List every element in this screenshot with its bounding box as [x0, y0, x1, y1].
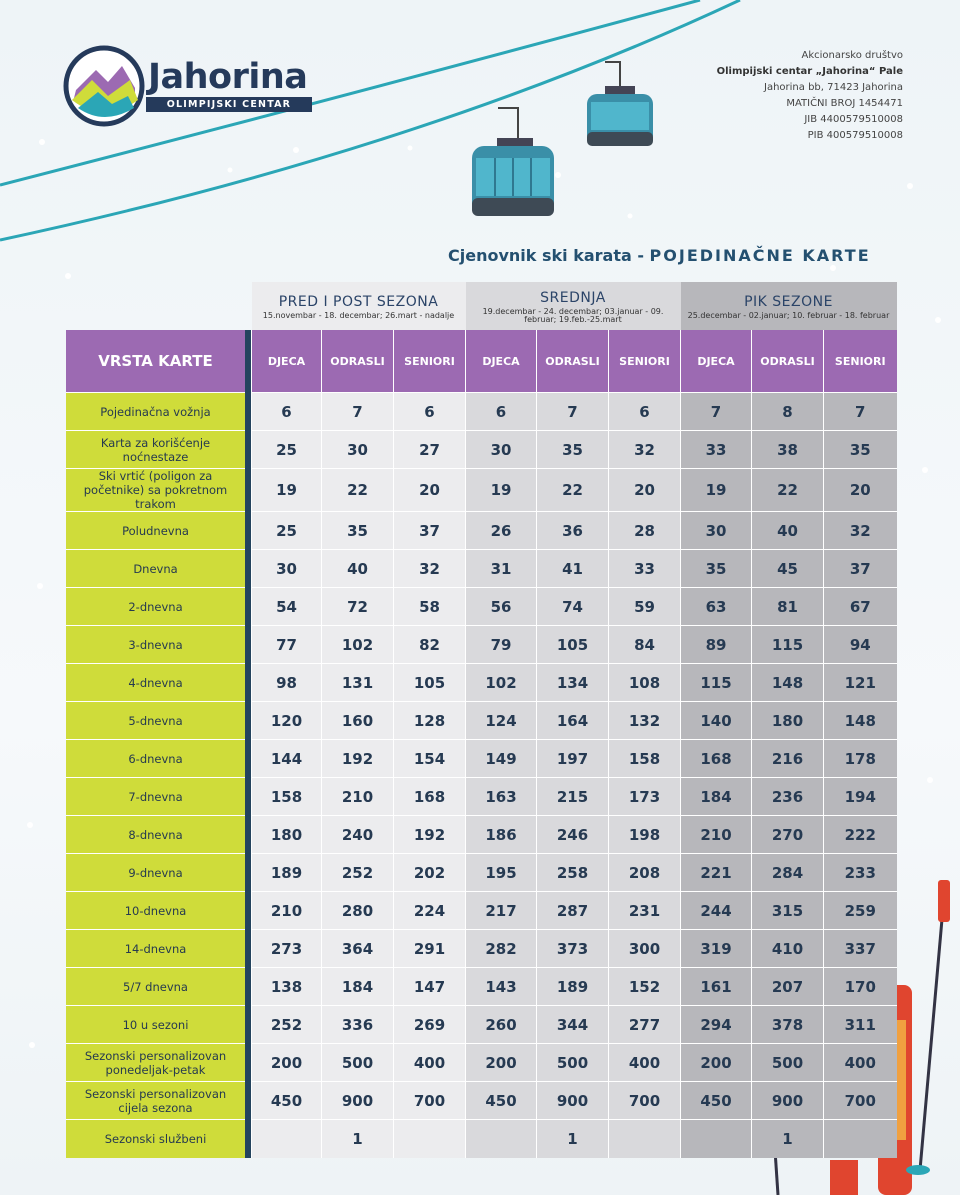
price-cell: 200 [466, 1044, 537, 1082]
price-cell: 147 [394, 968, 466, 1006]
price-cell: 30 [681, 512, 752, 550]
price-cell: 216 [752, 740, 824, 778]
price-cell: 7 [322, 393, 394, 431]
column-header-odrasli: ODRASLI [537, 330, 609, 393]
price-cell: 400 [824, 1044, 897, 1082]
price-cell: 163 [466, 778, 537, 816]
price-cell: 154 [394, 740, 466, 778]
price-cell: 170 [824, 968, 897, 1006]
price-cell: 67 [824, 588, 897, 626]
price-cell: 189 [252, 854, 322, 892]
price-cell: 500 [752, 1044, 824, 1082]
season-dates: 19.decembar - 24. decembar; 03.januar - 09. februar; 19.feb.-25.mart [482, 306, 664, 325]
price-cell: 197 [537, 740, 609, 778]
price-cell: 198 [609, 816, 681, 854]
price-cell: 192 [322, 740, 394, 778]
price-cell: 273 [252, 930, 322, 968]
price-cell: 30 [322, 431, 394, 469]
title-main: Cjenovnik ski karata - [448, 246, 650, 265]
price-cell: 210 [681, 816, 752, 854]
price-cell: 178 [824, 740, 897, 778]
price-cell: 132 [609, 702, 681, 740]
price-cell: 186 [466, 816, 537, 854]
price-cell: 6 [609, 393, 681, 431]
price-cell: 58 [394, 588, 466, 626]
price-cell [824, 1120, 897, 1158]
column-header-seniori: SENIORI [824, 330, 897, 393]
price-cell: 124 [466, 702, 537, 740]
price-cell: 373 [537, 930, 609, 968]
vrsta-karte-header: VRSTA KARTE [66, 330, 245, 393]
price-cell: 224 [394, 892, 466, 930]
price-cell: 210 [252, 892, 322, 930]
price-cell: 143 [466, 968, 537, 1006]
table-row [66, 854, 897, 892]
price-cell: 364 [322, 930, 394, 968]
price-cell: 32 [394, 550, 466, 588]
table-row [66, 626, 897, 664]
price-cell: 144 [252, 740, 322, 778]
price-cell: 25 [252, 431, 322, 469]
price-cell: 98 [252, 664, 322, 702]
column-header-odrasli: ODRASLI [322, 330, 394, 393]
price-cell: 168 [681, 740, 752, 778]
price-cell: 89 [681, 626, 752, 664]
price-cell: 27 [394, 431, 466, 469]
table-row [66, 1044, 897, 1082]
price-cell: 259 [824, 892, 897, 930]
header-spacer [66, 282, 252, 330]
price-cell: 82 [394, 626, 466, 664]
price-cell: 74 [537, 588, 609, 626]
gondola-small-icon [587, 62, 653, 146]
price-cell: 158 [609, 740, 681, 778]
company-info [717, 48, 903, 144]
price-cell: 161 [681, 968, 752, 1006]
price-cell: 1 [752, 1120, 824, 1158]
price-cell: 35 [824, 431, 897, 469]
price-cell: 102 [322, 626, 394, 664]
price-cell: 35 [537, 431, 609, 469]
price-cell: 231 [609, 892, 681, 930]
price-cell: 311 [824, 1006, 897, 1044]
price-cell: 84 [609, 626, 681, 664]
column-header-seniori: SENIORI [394, 330, 466, 393]
price-cell: 35 [681, 550, 752, 588]
price-cell: 19 [466, 469, 537, 512]
price-cell: 900 [752, 1082, 824, 1120]
table-row [66, 1006, 897, 1044]
price-cell: 134 [537, 664, 609, 702]
price-cell: 22 [537, 469, 609, 512]
column-header-seniori: SENIORI [609, 330, 681, 393]
season-dates: 15.novembar - 18. decembar; 26.mart - nadalje [262, 311, 455, 321]
price-cell: 45 [752, 550, 824, 588]
price-cell: 1 [322, 1120, 394, 1158]
price-cell: 450 [252, 1082, 322, 1120]
row-label: 14-dnevna [66, 930, 245, 968]
row-label: 9-dnevna [66, 854, 245, 892]
price-cell: 59 [609, 588, 681, 626]
season-name: SREDNJA [540, 290, 606, 307]
price-cell: 102 [466, 664, 537, 702]
price-cell: 260 [466, 1006, 537, 1044]
price-cell: 284 [752, 854, 824, 892]
gondola-large-icon [472, 108, 554, 216]
price-cell: 26 [466, 512, 537, 550]
table-row [66, 512, 897, 550]
price-cell: 252 [322, 854, 394, 892]
price-cell: 319 [681, 930, 752, 968]
price-cell: 79 [466, 626, 537, 664]
row-label: 2-dnevna [66, 588, 245, 626]
price-cell: 7 [681, 393, 752, 431]
price-cell: 291 [394, 930, 466, 968]
price-cell: 121 [824, 664, 897, 702]
price-cell: 20 [394, 469, 466, 512]
price-cell: 240 [322, 816, 394, 854]
price-cell: 900 [322, 1082, 394, 1120]
row-label: 6-dnevna [66, 740, 245, 778]
price-cell: 115 [681, 664, 752, 702]
table-row [66, 778, 897, 816]
table-row [66, 968, 897, 1006]
price-cell: 378 [752, 1006, 824, 1044]
company-name: Olimpijski centar „Jahorina“ Pale [716, 66, 903, 77]
row-label: 8-dnevna [66, 816, 245, 854]
row-label: Sezonski službeni [66, 1120, 245, 1158]
price-cell: 22 [322, 469, 394, 512]
price-cell: 450 [466, 1082, 537, 1120]
price-cell: 1 [537, 1120, 609, 1158]
price-cell: 184 [322, 968, 394, 1006]
company-registration: MATIČNI BROJ 1454471 [786, 98, 903, 109]
price-cell: 258 [537, 854, 609, 892]
price-cell: 192 [394, 816, 466, 854]
price-cell: 336 [322, 1006, 394, 1044]
row-label: Pojedinačna vožnja [66, 393, 245, 431]
row-label: 5-dnevna [66, 702, 245, 740]
price-cell: 128 [394, 702, 466, 740]
price-cell: 77 [252, 626, 322, 664]
price-cell: 81 [752, 588, 824, 626]
price-cell: 40 [322, 550, 394, 588]
price-cell: 184 [681, 778, 752, 816]
price-table [66, 282, 897, 1158]
price-cell: 54 [252, 588, 322, 626]
season-header [252, 282, 466, 330]
column-header-djeca: DJECA [466, 330, 537, 393]
price-cell: 149 [466, 740, 537, 778]
season-header [681, 282, 897, 330]
logo-name: Jahorina [148, 57, 308, 97]
price-cell: 200 [681, 1044, 752, 1082]
price-cell: 160 [322, 702, 394, 740]
price-cell: 22 [752, 469, 824, 512]
price-cell: 6 [394, 393, 466, 431]
price-cell: 56 [466, 588, 537, 626]
price-cell: 173 [609, 778, 681, 816]
column-header-djeca: DJECA [252, 330, 322, 393]
price-cell: 222 [824, 816, 897, 854]
company-jib: JIB 4400579510008 [804, 114, 903, 125]
price-cell: 35 [322, 512, 394, 550]
table-row [66, 892, 897, 930]
price-cell: 269 [394, 1006, 466, 1044]
price-cell: 450 [681, 1082, 752, 1120]
price-cell: 294 [681, 1006, 752, 1044]
table-row [66, 664, 897, 702]
page-title [448, 246, 871, 265]
price-cell: 37 [824, 550, 897, 588]
price-cell: 344 [537, 1006, 609, 1044]
price-cell: 105 [537, 626, 609, 664]
price-cell [609, 1120, 681, 1158]
row-label: Karta za korišćenje noćnestaze [66, 431, 245, 469]
price-cell: 500 [322, 1044, 394, 1082]
season-header [466, 282, 681, 330]
price-cell: 217 [466, 892, 537, 930]
price-cell: 19 [681, 469, 752, 512]
price-cell: 33 [681, 431, 752, 469]
season-name: PIK SEZONE [744, 294, 833, 311]
price-cell: 37 [394, 512, 466, 550]
table-row [66, 588, 897, 626]
table-row [66, 1082, 897, 1120]
price-cell: 148 [752, 664, 824, 702]
price-cell: 282 [466, 930, 537, 968]
price-cell: 20 [609, 469, 681, 512]
price-cell: 38 [752, 431, 824, 469]
row-label: Dnevna [66, 550, 245, 588]
price-cell: 194 [824, 778, 897, 816]
row-label: 10 u sezoni [66, 1006, 245, 1044]
price-cell: 221 [681, 854, 752, 892]
price-cell: 158 [252, 778, 322, 816]
column-header-odrasli: ODRASLI [752, 330, 824, 393]
price-cell: 6 [466, 393, 537, 431]
price-cell: 202 [394, 854, 466, 892]
price-cell: 400 [609, 1044, 681, 1082]
price-cell: 400 [394, 1044, 466, 1082]
price-cell: 300 [609, 930, 681, 968]
logo-subtitle: OLIMPIJSKI CENTAR [146, 97, 312, 112]
price-cell: 168 [394, 778, 466, 816]
row-label: Sezonski personalizovan ponedeljak-petak [66, 1044, 245, 1082]
table-row [66, 930, 897, 968]
price-cell: 72 [322, 588, 394, 626]
price-cell: 7 [824, 393, 897, 431]
price-cell: 32 [824, 512, 897, 550]
price-cell: 410 [752, 930, 824, 968]
company-address: Jahorina bb, 71423 Jahorina [764, 82, 903, 93]
jahorina-logo-icon [66, 48, 142, 124]
price-cell: 120 [252, 702, 322, 740]
price-cell: 700 [394, 1082, 466, 1120]
price-cell: 36 [537, 512, 609, 550]
row-label: 5/7 dnevna [66, 968, 245, 1006]
table-row [66, 740, 897, 778]
title-sub: POJEDINAČNE KARTE [649, 246, 871, 265]
price-cell: 31 [466, 550, 537, 588]
column-header-djeca: DJECA [681, 330, 752, 393]
price-cell [466, 1120, 537, 1158]
row-label: 10-dnevna [66, 892, 245, 930]
price-cell: 8 [752, 393, 824, 431]
table-row [66, 469, 897, 512]
table-row [66, 702, 897, 740]
price-cell: 210 [322, 778, 394, 816]
price-cell: 131 [322, 664, 394, 702]
price-cell: 63 [681, 588, 752, 626]
price-cell: 164 [537, 702, 609, 740]
table-row [66, 431, 897, 469]
price-cell: 30 [252, 550, 322, 588]
table-row [66, 550, 897, 588]
price-cell: 180 [252, 816, 322, 854]
price-cell: 277 [609, 1006, 681, 1044]
price-cell: 6 [252, 393, 322, 431]
price-cell: 138 [252, 968, 322, 1006]
price-cell: 30 [466, 431, 537, 469]
price-cell: 7 [537, 393, 609, 431]
price-cell: 195 [466, 854, 537, 892]
price-cell: 20 [824, 469, 897, 512]
price-cell: 152 [609, 968, 681, 1006]
price-cell: 246 [537, 816, 609, 854]
price-cell: 40 [752, 512, 824, 550]
price-cell: 244 [681, 892, 752, 930]
season-dates: 25.decembar - 02.januar; 10. februar - 18. februar [687, 311, 890, 321]
table-row [66, 816, 897, 854]
price-cell: 900 [537, 1082, 609, 1120]
price-cell: 700 [824, 1082, 897, 1120]
row-label: Ski vrtić (poligon za početnike) sa pokretnom trakom [66, 469, 245, 512]
price-cell: 270 [752, 816, 824, 854]
price-cell: 233 [824, 854, 897, 892]
price-cell: 189 [537, 968, 609, 1006]
row-label: Poludnevna [66, 512, 245, 550]
price-cell: 148 [824, 702, 897, 740]
price-cell: 215 [537, 778, 609, 816]
price-cell: 236 [752, 778, 824, 816]
price-cell: 41 [537, 550, 609, 588]
price-cell: 32 [609, 431, 681, 469]
price-cell: 33 [609, 550, 681, 588]
table-row [66, 393, 897, 431]
price-cell: 700 [609, 1082, 681, 1120]
price-cell [252, 1120, 322, 1158]
row-label: 7-dnevna [66, 778, 245, 816]
table-row [66, 1120, 897, 1158]
row-label: Sezonski personalizovan cijela sezona [66, 1082, 245, 1120]
company-line: Akcionarsko društvo [801, 50, 903, 61]
price-cell: 140 [681, 702, 752, 740]
price-cell: 337 [824, 930, 897, 968]
price-cell [681, 1120, 752, 1158]
price-cell: 115 [752, 626, 824, 664]
price-cell: 500 [537, 1044, 609, 1082]
price-cell: 208 [609, 854, 681, 892]
price-cell: 207 [752, 968, 824, 1006]
price-cell: 94 [824, 626, 897, 664]
row-label: 4-dnevna [66, 664, 245, 702]
price-cell: 105 [394, 664, 466, 702]
price-cell: 28 [609, 512, 681, 550]
row-label: 3-dnevna [66, 626, 245, 664]
price-cell: 200 [252, 1044, 322, 1082]
price-cell: 25 [252, 512, 322, 550]
price-cell: 252 [252, 1006, 322, 1044]
price-cell: 108 [609, 664, 681, 702]
price-cell [394, 1120, 466, 1158]
price-cell: 180 [752, 702, 824, 740]
price-cell: 315 [752, 892, 824, 930]
company-pib: PIB 400579510008 [807, 130, 903, 141]
price-cell: 19 [252, 469, 322, 512]
price-cell: 287 [537, 892, 609, 930]
season-name: PRED I POST SEZONA [278, 294, 439, 311]
price-cell: 280 [322, 892, 394, 930]
